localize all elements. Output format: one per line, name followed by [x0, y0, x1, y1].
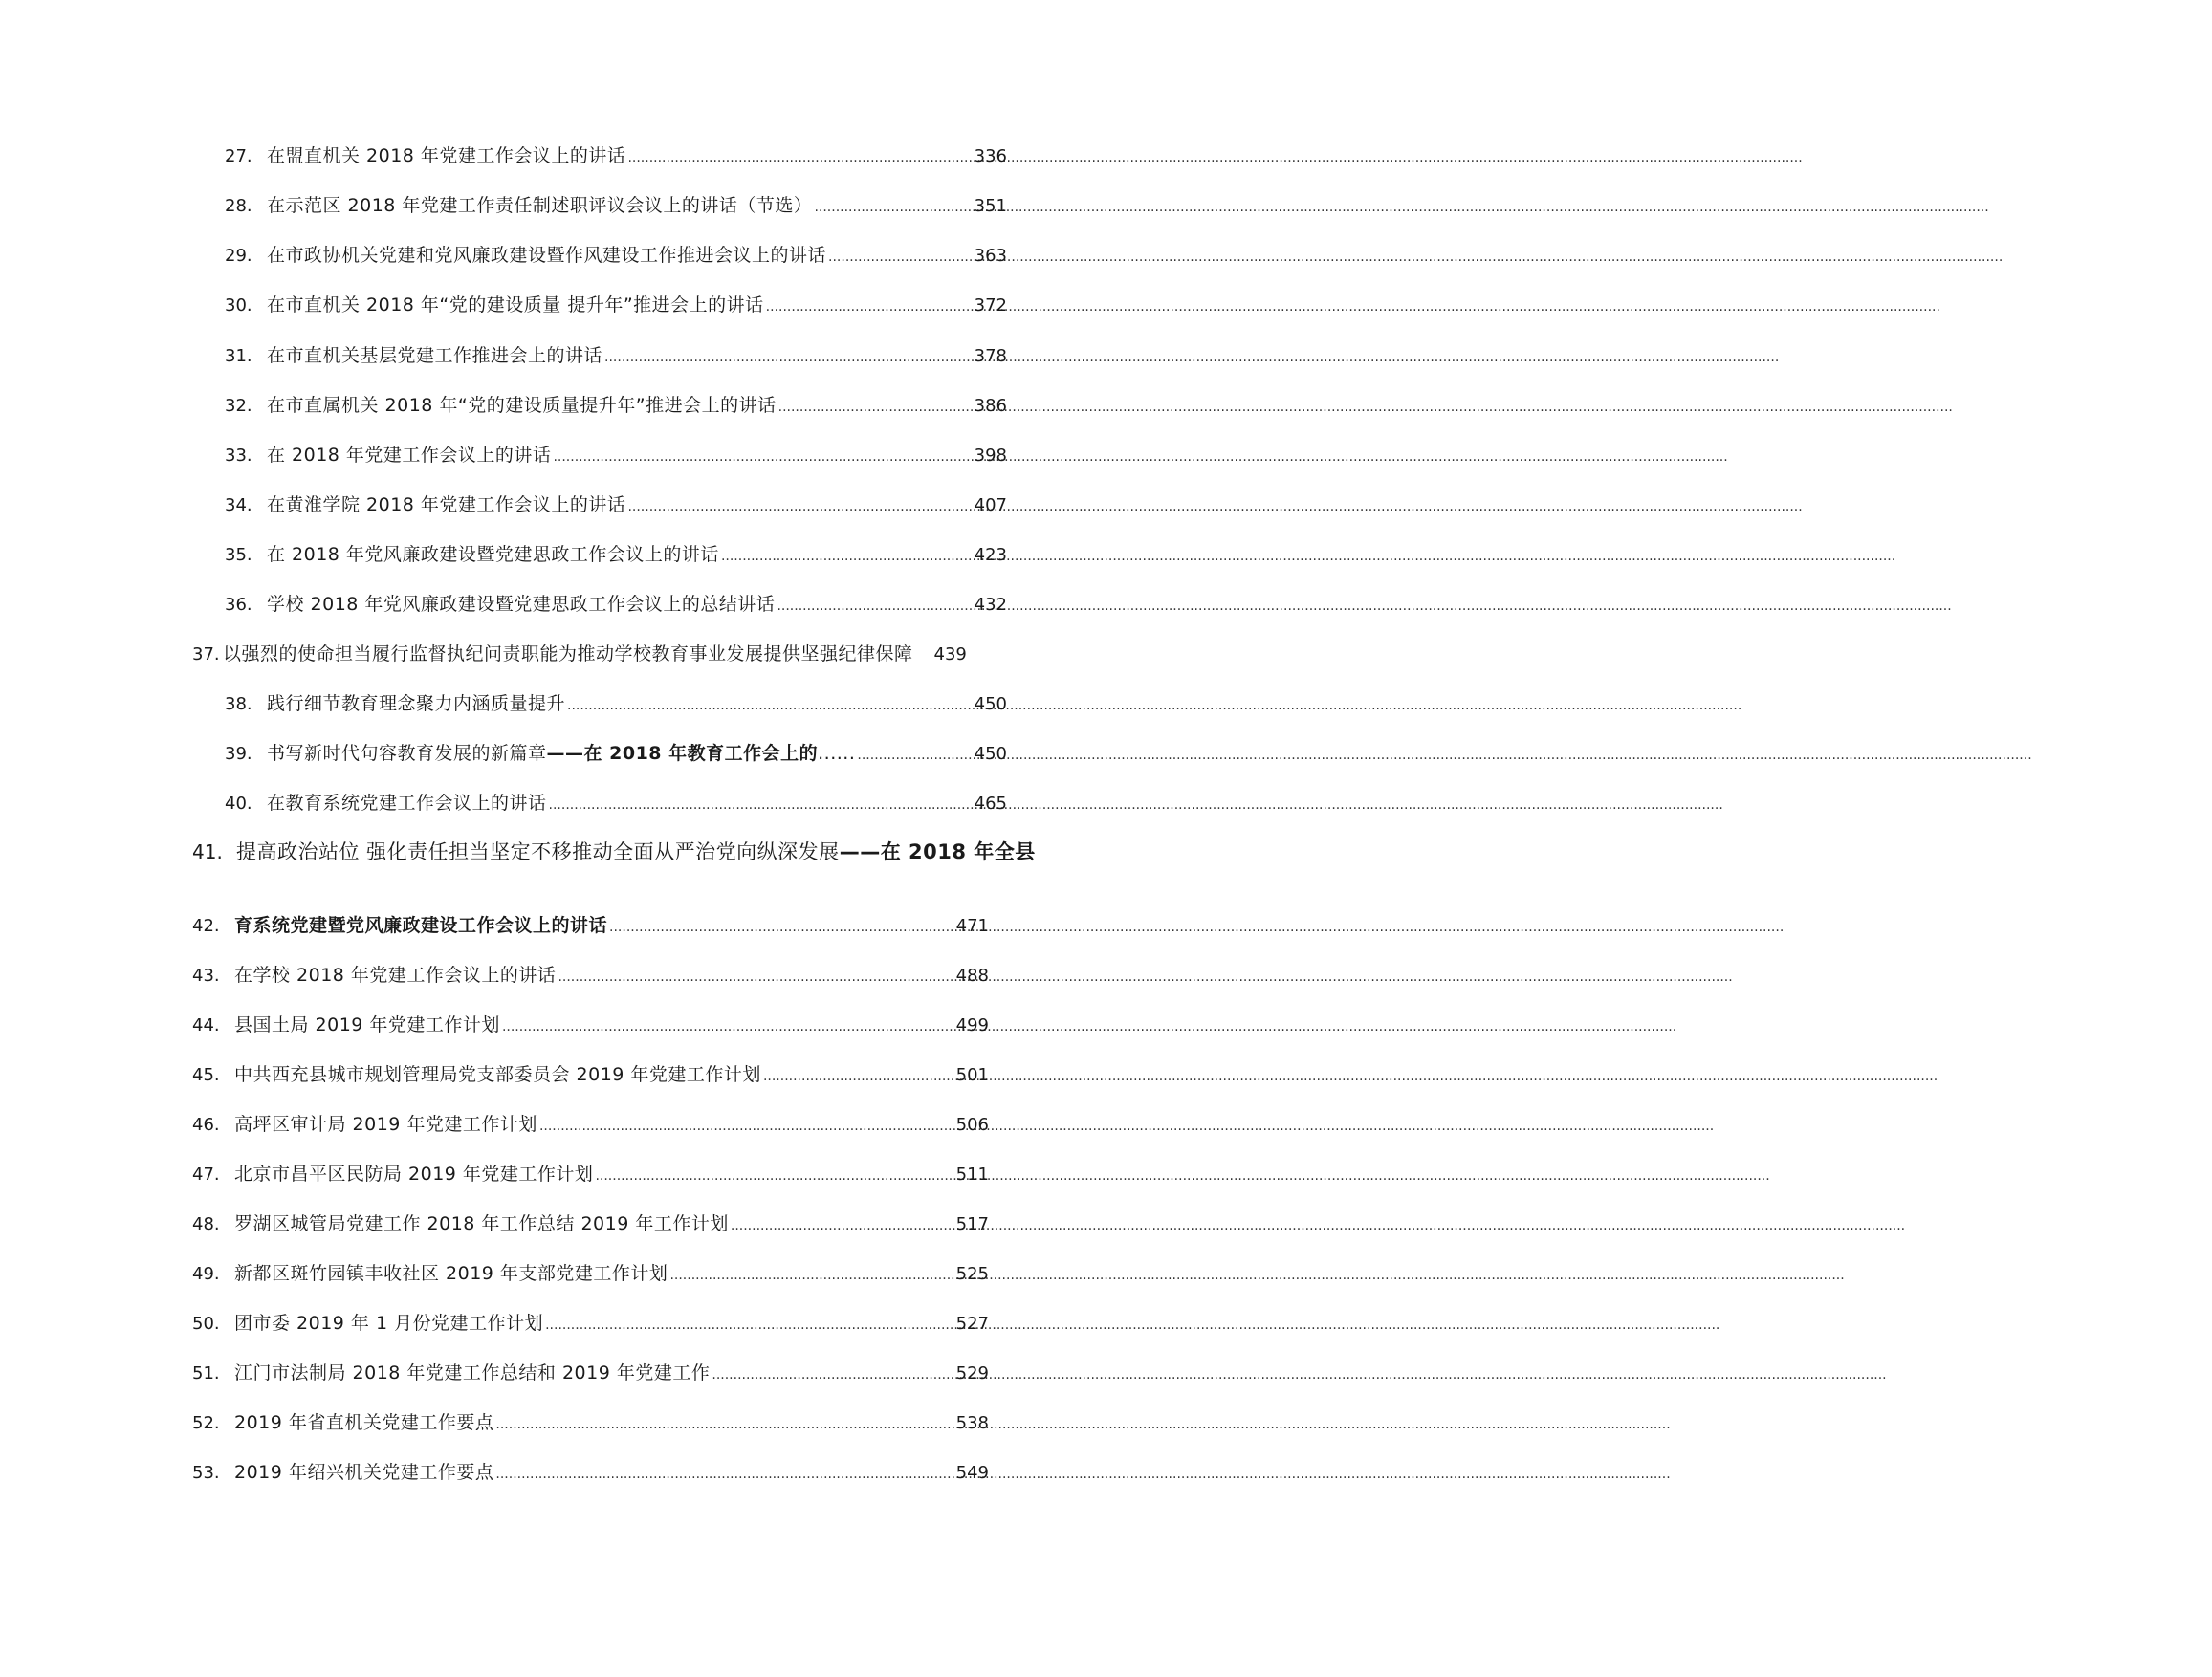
toc-entry	[192, 638, 991, 670]
entry-number: 53.	[192, 1463, 220, 1483]
entry-page-number: 450	[974, 744, 1007, 764]
toc-entry	[225, 439, 1007, 471]
toc-entry	[225, 737, 1007, 770]
dot-leader	[609, 911, 954, 944]
entry-title: 在市直机关基层党建工作推进会上的讲话	[267, 345, 603, 366]
entry-number: 48.	[192, 1214, 220, 1234]
toc-entry	[192, 1158, 989, 1190]
toc-entry	[192, 909, 989, 942]
dot-leader	[778, 391, 973, 424]
toc-entry	[192, 1058, 989, 1091]
dot-leader	[567, 689, 973, 722]
toc-entry	[192, 1257, 989, 1290]
toc-entry	[225, 489, 1007, 521]
toc-entry	[192, 1357, 989, 1389]
entry-number: 38.	[225, 694, 252, 714]
toc-entry	[225, 339, 1007, 372]
entry-title: 在示范区 2018 年党建工作责任制述职评议会议上的讲话（节选）	[267, 195, 813, 216]
dot-leader	[558, 961, 953, 993]
toc-entry	[192, 1456, 989, 1489]
entry-title-subtitle: ——在 2018 年全县	[839, 840, 1036, 863]
entry-title: 践行细节教育理念聚力内涵质量提升	[267, 693, 566, 714]
entry-page-number: 407	[974, 495, 1007, 515]
entry-number: 51.	[192, 1363, 220, 1383]
entry-page-number: 336	[974, 146, 1007, 166]
entry-title-main: 提高政治站位 强化责任担当坚定不移推动全面从严治党向纵深发展	[236, 840, 840, 863]
entry-title: 在 2018 年党建工作会议上的讲话	[267, 445, 552, 466]
toc-entry	[225, 289, 1007, 321]
entry-page-number: 372	[974, 295, 1007, 316]
entry-page-number: 529	[955, 1363, 989, 1383]
entry-number: 49.	[192, 1264, 220, 1284]
dot-leader	[545, 1309, 954, 1341]
dot-leader	[777, 590, 972, 622]
entry-page-number: 398	[974, 446, 1007, 466]
toc-entry	[225, 140, 1007, 172]
entry-number: 44.	[192, 1015, 220, 1035]
dot-leader	[495, 1408, 953, 1441]
entry-page-number: 549	[955, 1463, 989, 1483]
dot-leader	[814, 191, 972, 224]
entry-number: 52.	[192, 1413, 220, 1433]
entry-title: 罗湖区城管局党建工作 2018 年工作总结 2019 年工作计划	[234, 1213, 729, 1234]
entry-title: 团市委 2019 年 1 月份党建工作计划	[234, 1313, 544, 1334]
toc-entry	[192, 959, 989, 991]
dot-leader	[595, 1160, 953, 1192]
entry-number: 41.	[192, 840, 223, 863]
entry-number: 28.	[225, 196, 252, 216]
entry-title: 江门市法制局 2018 年党建工作总结和 2019 年党建工作	[234, 1362, 711, 1383]
dot-leader	[763, 1060, 954, 1093]
entry-number: 29.	[225, 246, 252, 266]
entry-number: 34.	[225, 495, 252, 515]
toc-entry	[225, 189, 1007, 222]
toc-entry	[225, 239, 1007, 272]
entry-title: 2019 年省直机关党建工作要点	[234, 1412, 494, 1433]
entry-title: 高坪区审计局 2019 年党建工作计划	[234, 1114, 537, 1135]
entry-number: 35.	[225, 545, 252, 565]
entry-page-number: 423	[974, 545, 1007, 565]
entry-page-number: 506	[955, 1115, 989, 1135]
entry-title: 育系统党建暨党风廉政建设工作会议上的讲话	[234, 915, 608, 936]
entry-title: 中共西充县城市规划管理局党支部委员会 2019 年党建工作计划	[234, 1064, 761, 1085]
entry-page-number: 465	[974, 794, 1007, 814]
entry-number: 33.	[225, 446, 252, 466]
entry-title: 在盟直机关 2018 年党建工作会议上的讲话	[267, 145, 626, 166]
entry-title: 新都区斑竹园镇丰收社区 2019 年支部党建工作计划	[234, 1263, 668, 1284]
entry-number: 45.	[192, 1065, 220, 1085]
entry-number: 40.	[225, 794, 252, 814]
dot-leader	[712, 1359, 953, 1391]
entry-page-number: 471	[955, 916, 989, 936]
dot-leader	[857, 739, 972, 772]
entry-page-number: 488	[955, 966, 989, 986]
toc-entry	[192, 1307, 989, 1339]
toc-entry	[225, 538, 1007, 571]
entry-title	[236, 836, 1036, 868]
toc-entry	[192, 1009, 989, 1041]
entry-page-number: 378	[974, 346, 1007, 366]
dot-leader	[766, 291, 973, 323]
dot-leader	[539, 1110, 954, 1143]
entry-number: 27.	[225, 146, 252, 166]
entry-number: 47.	[192, 1165, 220, 1185]
entry-page-number: 499	[955, 1015, 989, 1035]
dot-leader	[721, 540, 973, 573]
entry-page-number: 363	[974, 246, 1007, 266]
entry-title: 在市直属机关 2018 年“党的建设质量提升年”推进会上的讲话	[267, 395, 777, 416]
entry-page-number: 501	[955, 1065, 989, 1085]
dot-leader	[502, 1011, 954, 1043]
entry-number: 39.	[225, 744, 252, 764]
toc-entry	[192, 1108, 989, 1141]
dot-leader	[828, 241, 973, 273]
entry-number: 50.	[192, 1314, 220, 1334]
toc-entry	[192, 1208, 989, 1240]
entry-page-number: 432	[974, 595, 1007, 615]
entry-title: 在 2018 年党风廉政建设暨党建思政工作会议上的讲话	[267, 544, 719, 565]
entry-number: 32.	[225, 396, 252, 416]
entry-title: 以强烈的使命担当履行监督执纪问责职能为推动学校教育事业发展提供坚强纪律保障	[223, 643, 913, 664]
entry-title: 学校 2018 年党风廉政建设暨党建思政工作会议上的总结讲话	[267, 594, 776, 615]
dot-leader	[553, 441, 972, 473]
entry-page-number: 386	[974, 396, 1007, 416]
entry-page-number: 351	[974, 196, 1007, 216]
toc-entry	[225, 687, 1007, 720]
entry-title-main: 书写新时代句容教育发展的新篇章	[267, 743, 547, 764]
dot-leader	[731, 1209, 954, 1242]
entry-number: 43.	[192, 966, 220, 986]
entry-page-number: 450	[974, 694, 1007, 714]
entry-title: 在黄淮学院 2018 年党建工作会议上的讲话	[267, 494, 626, 515]
entry-title-subtitle: ——在 2018 年教育工作会上的	[546, 743, 819, 764]
entry-page-number: 538	[955, 1413, 989, 1433]
dot-leader	[627, 142, 972, 174]
entry-number: 37.	[192, 644, 220, 664]
dot-leader	[495, 1458, 953, 1491]
toc-entry	[225, 787, 1007, 819]
entry-number: 42.	[192, 916, 220, 936]
entry-page-number: 439	[933, 644, 967, 664]
entry-number: 30.	[225, 295, 252, 316]
entry-title: 县国土局 2019 年党建工作计划	[234, 1014, 500, 1035]
entry-title-tail: ......	[818, 743, 856, 764]
entry-number: 31.	[225, 346, 252, 366]
entry-page-number: 525	[955, 1264, 989, 1284]
dot-leader	[627, 490, 972, 523]
entry-title: 在教育系统党建工作会议上的讲话	[267, 793, 547, 814]
toc-entry	[225, 588, 1007, 621]
entry-title: 2019 年绍兴机关党建工作要点	[234, 1462, 494, 1483]
entry-title: 在市直机关 2018 年“党的建设质量 提升年”推进会上的讲话	[267, 294, 764, 316]
toc-entry	[192, 836, 1036, 868]
dot-leader	[669, 1259, 953, 1292]
toc-entry	[192, 1406, 989, 1439]
dot-leader	[604, 341, 973, 374]
entry-title	[267, 737, 855, 770]
entry-page-number: 527	[955, 1314, 989, 1334]
entry-number: 46.	[192, 1115, 220, 1135]
entry-page-number: 517	[955, 1214, 989, 1234]
entry-title: 在市政协机关党建和党风廉政建设暨作风建设工作推进会议上的讲话	[267, 245, 827, 266]
entry-number: 36.	[225, 595, 252, 615]
toc-entry	[225, 389, 1007, 422]
entry-title: 在学校 2018 年党建工作会议上的讲话	[234, 965, 557, 986]
entry-page-number: 511	[955, 1165, 989, 1185]
entry-title: 北京市昌平区民防局 2019 年党建工作计划	[234, 1164, 594, 1185]
dot-leader	[549, 789, 973, 821]
